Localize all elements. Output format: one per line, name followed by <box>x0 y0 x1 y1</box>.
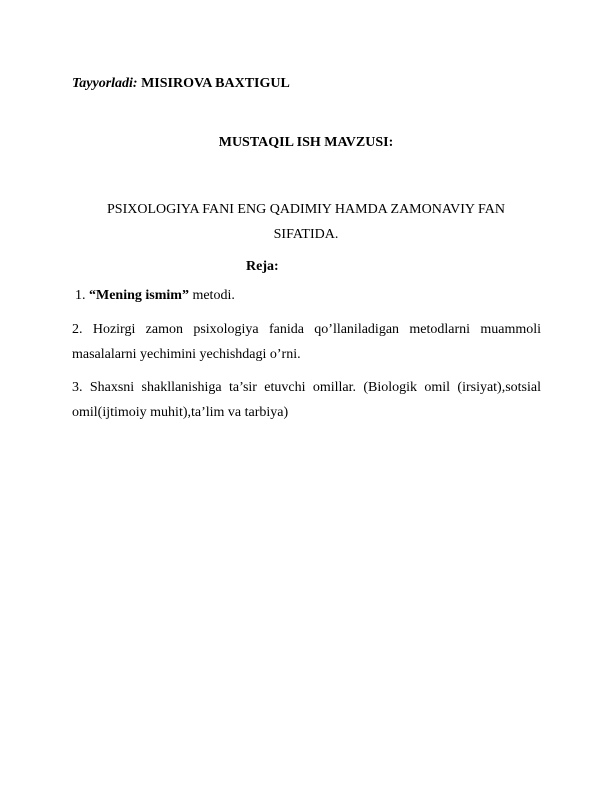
topic-title-line-2: SIFATIDA. <box>273 227 339 242</box>
plan-item-3 <box>72 376 541 425</box>
plan-item-1 <box>72 284 541 309</box>
plan-item-number: 1. <box>75 288 86 303</box>
plan-item-line: masalalarni yechimini yechishdagi o’rni. <box>72 346 301 362</box>
plan-item-line: omil(ijtimoiy muhit),ta’lim va tarbiya) <box>72 404 289 420</box>
prepared-by-line <box>72 75 290 93</box>
plan-item-line: 2. Hozirgi zamon psixologiya fanida qo’llaniladigan metodlarni muammoli <box>72 322 541 337</box>
plan-item-text: metodi. <box>188 288 235 303</box>
topic-title-line-1: PSIXOLOGIYA FANI ENG QADIMIY HAMDA ZAMONAVIY FAN <box>107 202 505 217</box>
author-name: MISIROVA BAXTIGUL <box>141 76 290 91</box>
plan-item-line: 3. Shaxsni shakllanishiga ta’sir etuvchi omillar. (Biologik omil (irsiyat),sotsial <box>72 380 541 395</box>
topic-heading: MUSTAQIL ISH MAVZUSI: <box>218 135 394 150</box>
plan-item-bold-text: “Mening ismim” <box>89 288 189 303</box>
prepared-by-label: Tayyorladi: <box>72 76 138 91</box>
plan-item-2 <box>72 318 541 367</box>
plan-heading: Reja: <box>246 259 279 274</box>
